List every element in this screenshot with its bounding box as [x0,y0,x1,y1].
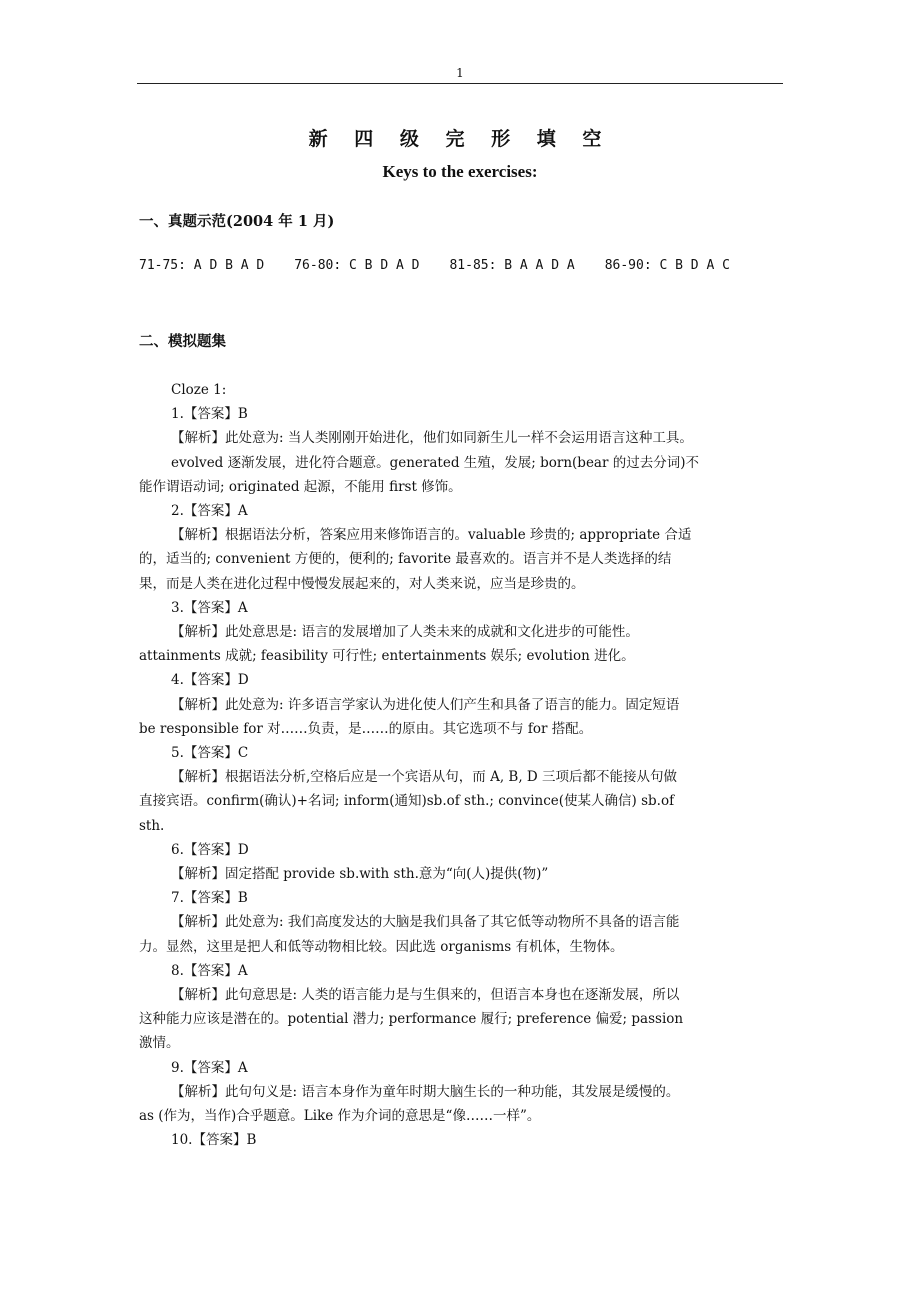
page-subtitle: Keys to the exercises: [382,162,538,181]
explanation-line: 【解析】根据语法分析，答案应用来修饰语言的。valuable 珍贵的; appropriate 合适 [171,527,692,544]
section-heading-real-exam: 一、真题示范(2004 年 1 月) [139,213,335,230]
explanation-line: 直接宾语。confirm(确认)+名词; inform(通知)sb.of sth.; convince(使某人确信) sb.of [139,793,675,810]
answer-line: 4.【答案】D [171,672,249,689]
explanation-line: 这种能力应该是潜在的。potential 潜力; performance 履行; preference 偏爱; passion [139,1011,684,1028]
answer-line: 5.【答案】C [171,745,249,762]
explanations-body [139,378,789,1153]
header-rule [137,83,783,84]
answer-line: 8.【答案】A [171,962,248,979]
explanation-line: 能作谓语动词; originated 起源，不能用 first 修饰。 [139,478,462,495]
section-heading-mock-tests: 二、模拟题集 [139,333,226,350]
explanation-line: 【解析】根据语法分析,空格后应是一个宾语从句，而 A, B, D 三项后都不能接从句做 [171,769,678,786]
explanation-line: as (作为，当作)合乎题意。Like 作为介词的意思是“像……一样”。 [139,1108,541,1125]
answer-group: 81-85: B A A D A [449,258,575,273]
explanation-line: 的，适当的; convenient 方便的，便利的; favorite 最喜欢的。语言并不是人类选择的结 [139,551,672,568]
answer-line: 7.【答案】B [171,890,248,907]
explanation-line: evolved 逐渐发展，进化符合题意。generated 生殖，发展; born(bear 的过去分词)不 [171,454,699,471]
page-title: 新 四 级 完 形 填 空 [308,128,612,150]
explanation-line: 果，而是人类在进化过程中慢慢发展起来的，对人类来说，应当是珍贵的。 [139,575,585,592]
answer-line: 3.【答案】A [171,599,248,616]
explanation-line: 【解析】此处意思是: 语言的发展增加了人类未来的成就和文化进步的可能性。 [171,624,639,641]
answer-line: 2.【答案】A [171,503,248,520]
answer-line: 6.【答案】D [171,841,249,858]
answer-line: 10.【答案】B [171,1132,257,1149]
explanation-line: 【解析】此句句义是: 语言本身作为童年时期大脑生长的一种功能，其发展是缓慢的。 [171,1083,680,1100]
explanation-line: be responsible for 对……负责，是……的原由。其它选项不与 for 搭配。 [139,720,593,737]
answer-line: 9.【答案】A [171,1059,248,1076]
explanation-line: 【解析】固定搭配 provide sb.with sth.意为“向(人)提供(物)” [171,866,549,883]
explanation-line: sth. [139,817,165,834]
answer-group: 71-75: A D B A D [139,258,265,273]
explanation-line: 【解析】此处意为: 我们高度发达的大脑是我们具备了其它低等动物所不具备的语言能 [171,914,680,931]
explanation-line: 【解析】此处意为: 当人类刚刚开始进化，他们如同新生儿一样不会运用语言这种工具。 [171,430,693,447]
cloze-label: Cloze 1: [171,382,227,398]
explanation-line: 力。显然，这里是把人和低等动物相比较。因此选 organisms 有机体，生物体。 [139,938,624,955]
answer-group: 76-80: C B D A D [294,258,420,273]
page-number: 1 [456,66,464,80]
explanation-line: attainments 成就; feasibility 可行性; entertainments 娱乐; evolution 进化。 [139,648,635,665]
explanation-line: 【解析】此处意为: 许多语言学家认为进化使人们产生和具备了语言的能力。固定短语 [171,696,680,713]
explanation-line: 激情。 [139,1035,180,1052]
answer-key-row [139,258,799,273]
explanation-line: 【解析】此句意思是: 人类的语言能力是与生俱来的，但语言本身也在逐渐发展，所以 [171,987,680,1004]
answer-line: 1.【答案】B [171,406,248,423]
answer-group: 86-90: C B D A C [604,258,730,273]
